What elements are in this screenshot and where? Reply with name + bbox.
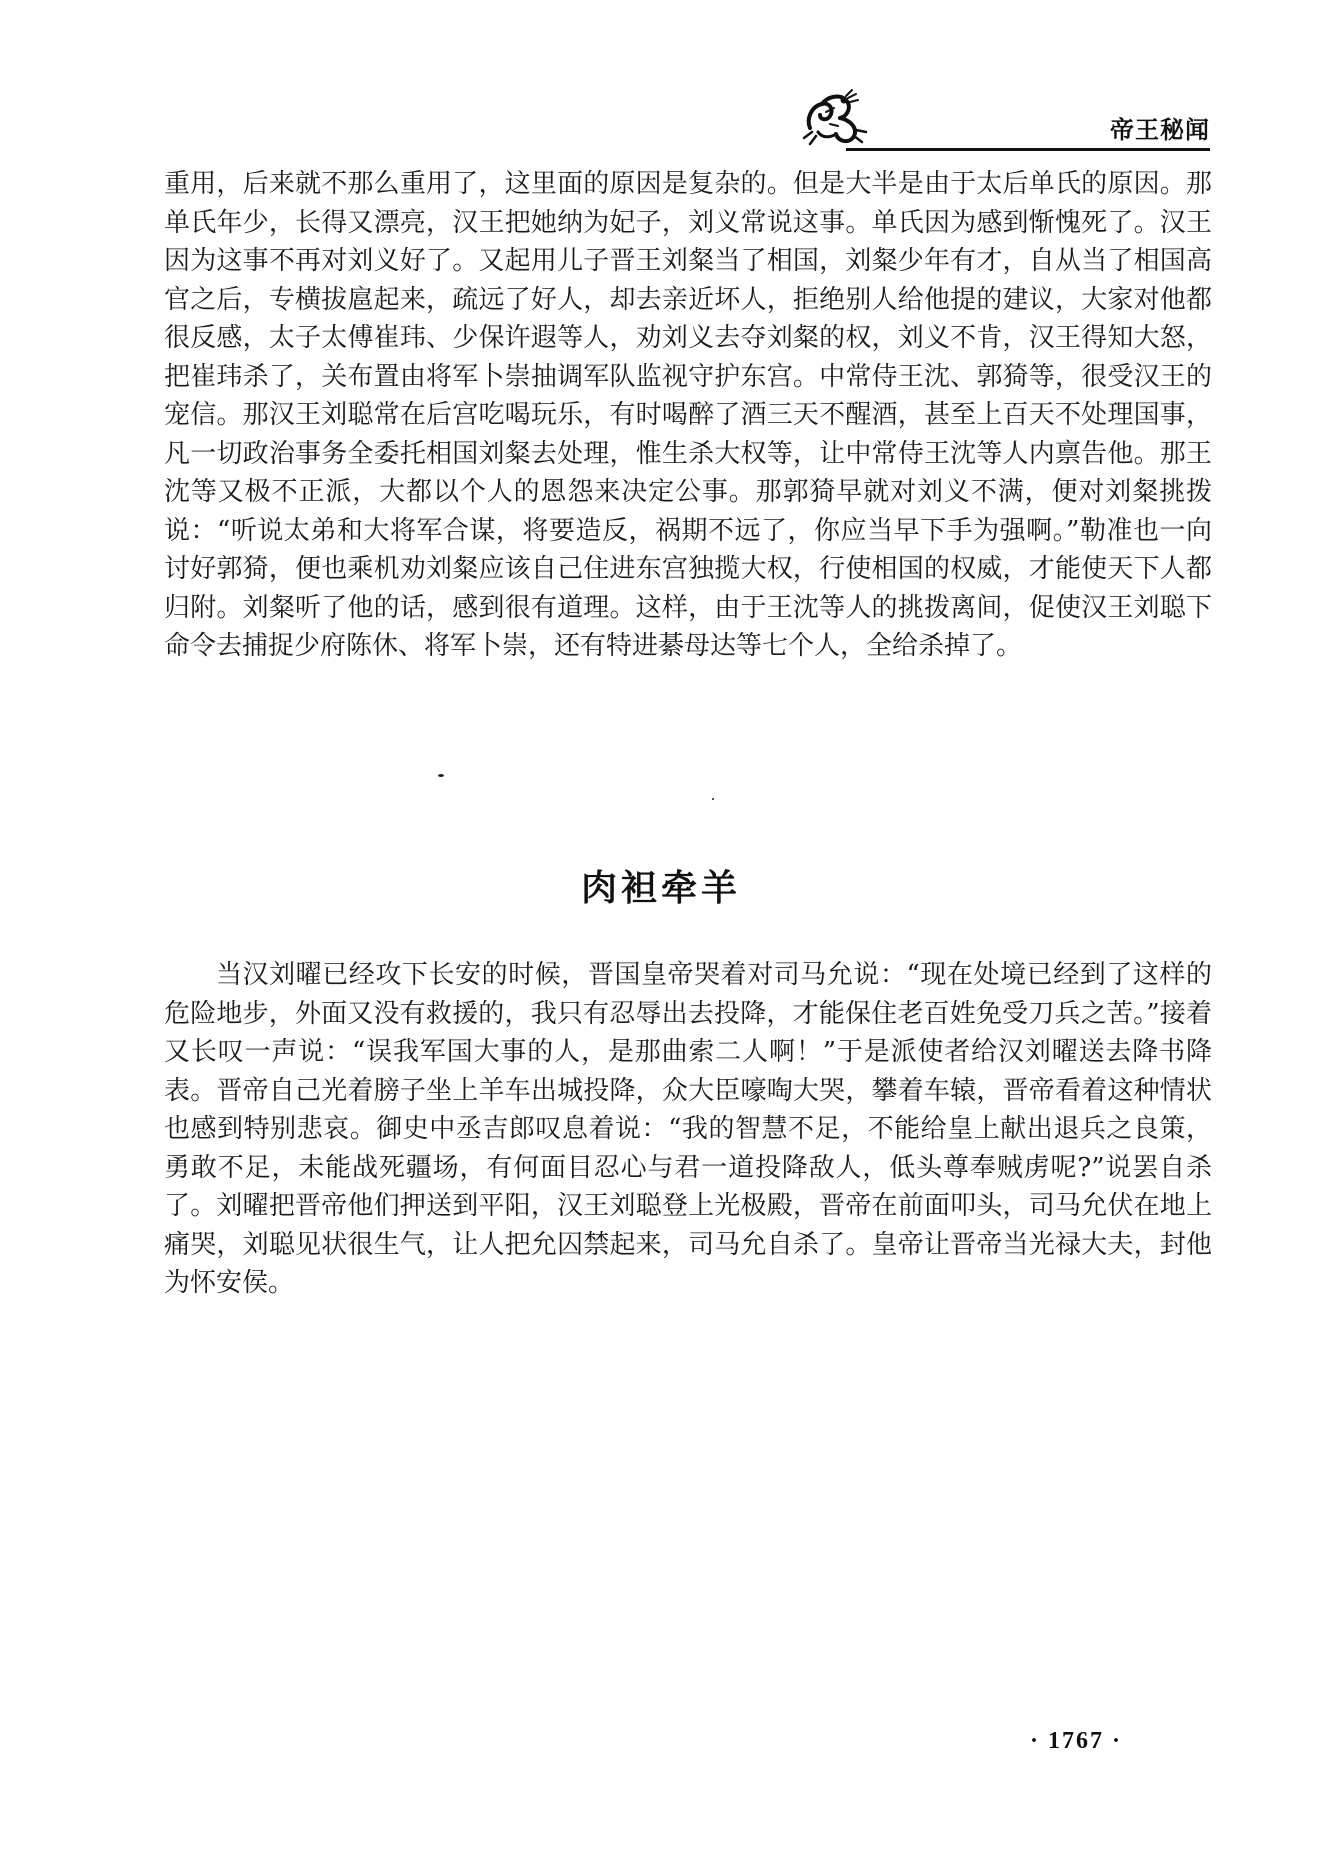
running-header <box>800 88 1210 152</box>
header-rule <box>846 148 1210 151</box>
continued-text <box>164 165 1212 666</box>
running-header-title: 帝王秘闻 <box>1110 116 1210 144</box>
body-paragraph: 重用，后来就不那么重用了，这里面的原因是复杂的。但是大半是由于太后单氏的原因。那单氏年少，长得又漂亮，汉王把她纳为妃子，刘义常说这事。单氏因为感到惭愧死了。汉王因为这事不再对刘义好了。又起用儿子晋王刘粲当了相国，刘粲少年有才，自从当了相国高官之后，专横拔扈起来，疏远了好人，却去亲近坏人，拒绝别人给他提的建议，大家对他都很反感，太子太傅崔玮、少保许遐等人，劝刘义去夺刘粲的权，刘义不肯，汉王得知大怒，把崔玮杀了，关布置由将军卜崇抽调军队监视守护东宫。中常侍王沈、郭猗等，很受汉王的宠信。那汉王刘聪常在后宫吃喝玩乐，有时喝醉了酒三天不醒酒，甚至上百天不处理国事，凡一切政治事务全委托相国刘粲去处理，惟生杀大权等，让中常侍王沈等人内禀告他。那王沈等又极不正派，大都以个人的恩怨来决定公事。那郭猗早就对刘义不满，便对刘粲挑拨说：“听说太弟和大将军合谋，将要造反，祸期不远了，你应当早下手为强啊。”勒准也一向讨好郭猗，便也乘机劝刘粲应该自己住进东宫独揽大权，行使相国的权威，才能使天下人都归附。刘粲听了他的话，感到很有道理。这样，由于王沈等人的挑拨离间，促使汉王刘聪下命令去捕捉少府陈休、将军卜崇，还有特进綦母达等七个人，全给杀掉了。 <box>164 169 1212 661</box>
section-paragraph: 当汉刘曜已经攻下长安的时候，晋国皇帝哭着对司马允说：“现在处境已经到了这样的危险地步，外面又没有救援的，我只有忍辱出去投降，才能保住老百姓免受刀兵之苦。”接着又长叹一声说：“误我军国大事的人，是那曲索二人啊！”于是派使者给汉刘曜送去降书降表。晋帝自己光着膀子坐上羊车出城投降，众大臣嚎啕大哭，攀着车辕，晋帝看着这种情状也感到特别悲哀。御史中丞吉郎叹息着说：“我的智慧不足，不能给皇上献出退兵之良策，勇敢不足，未能战死疆场，有何面目忍心与君一道投降敌人，低头尊奉贼虏呢?”说罢自杀了。刘曜把晋帝他们押送到平阳，汉王刘聪登上光极殿，晋帝在前面叩头，司马允伏在地上痛哭，刘聪见状很生气，让人把允囚禁起来，司马允自杀了。皇帝让晋帝当光禄大夫，封他为怀安侯。 <box>164 960 1212 1298</box>
scan-speck <box>712 798 714 800</box>
section-title: 肉袒牵羊 <box>580 868 741 909</box>
scan-speck <box>438 774 444 777</box>
dragon-icon <box>800 88 872 148</box>
section-text <box>164 956 1212 1303</box>
page-number: · 1767 · <box>1030 1728 1123 1754</box>
